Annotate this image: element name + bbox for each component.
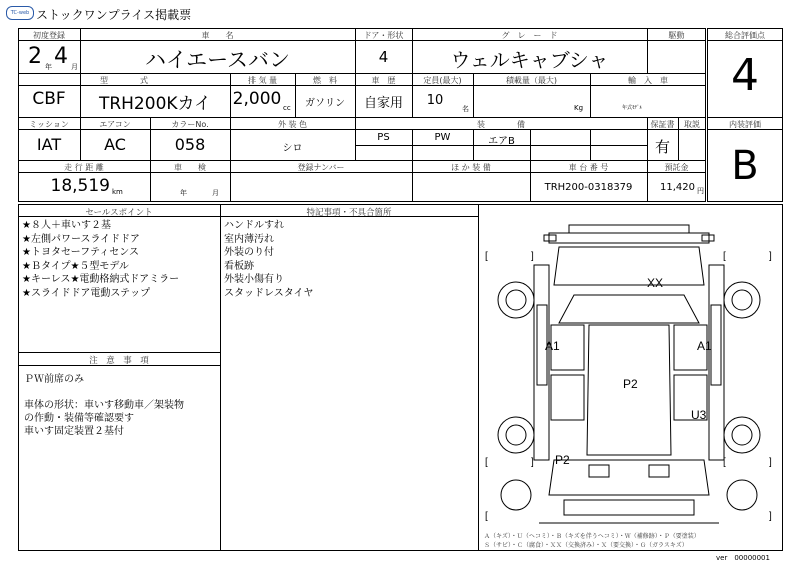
overall-score: 4: [731, 50, 759, 101]
yen-unit: 円: [697, 187, 704, 195]
mark-u3: U3: [691, 408, 707, 422]
ext-color: シロ: [282, 143, 303, 154]
damage-legend-1: Ａ（キズ）・Ｕ（ヘコミ）・Ｂ（キズを伴うヘコミ）・Ｗ（補修跡）・Ｐ（要塗装）: [484, 533, 700, 540]
deposit-label: 預託金: [664, 163, 689, 172]
page-title: ストックワンプライス掲載票: [36, 8, 192, 22]
car-name-label: 車 名: [201, 31, 234, 40]
load-unit: Kg: [574, 104, 584, 112]
overall-label: 総合評価点: [725, 31, 765, 40]
equipment-label: 装 備: [477, 120, 525, 129]
km-unit: km: [112, 188, 123, 196]
first-reg-label: 初度登録: [33, 31, 65, 40]
list-item: ＰＷ前席のみ: [24, 374, 84, 385]
fuel: ガソリン: [305, 98, 345, 109]
car-damage-diagram: [479, 205, 782, 550]
version: ver 00000001: [716, 554, 770, 562]
history-label: 車 歴: [371, 76, 396, 85]
capacity-label: 定員(最大): [423, 76, 462, 85]
equip-airbag: エアB: [488, 136, 515, 147]
warranty-label: 保証書: [650, 120, 675, 129]
list-item: 外装のり付: [224, 247, 274, 258]
doors: 4: [378, 48, 389, 66]
doors-label: ドア・形状: [363, 31, 404, 40]
displacement: 2,000: [232, 89, 282, 109]
fuel-label: 燃 料: [313, 76, 337, 85]
svg-text:[: [: [485, 251, 488, 262]
model-code: TRH200Kカイ: [98, 94, 212, 114]
year-unit: 年: [45, 63, 52, 71]
list-item: 看板跡: [224, 260, 254, 272]
ext-color-label: 外 装 色: [277, 120, 308, 129]
list-item: ★左側パワースライドドア: [22, 233, 140, 245]
list-item: ★トヨタセーフティセンス: [22, 247, 139, 258]
mission-label: ミッション: [29, 120, 69, 129]
list-item: ★キーレス★電動格納式ドアミラー: [22, 274, 180, 285]
grade: ウェルキャブシャ: [450, 48, 609, 72]
mark-a1-left: A1: [545, 339, 560, 353]
import-sub: 年式ﾓﾃﾞﾙ: [622, 105, 643, 111]
deposit: 11,420: [660, 182, 695, 193]
capacity: 10: [426, 93, 444, 108]
capacity-unit: 名: [462, 105, 469, 113]
history: 自家用: [363, 96, 403, 111]
aircon: AC: [104, 135, 126, 154]
grade-label: グ レ ー ド: [501, 31, 558, 40]
mark-p2-center: P2: [623, 377, 638, 391]
svg-text:]: ]: [531, 251, 534, 262]
svg-text:]: ]: [769, 251, 772, 262]
equip-ps: PS: [377, 132, 390, 143]
svg-text:[: [: [723, 251, 726, 262]
svg-text:]: ]: [769, 457, 772, 468]
import-label: 輸 入 車: [628, 76, 668, 85]
mark-p2-rear: P2: [555, 453, 570, 467]
car-name: ハイエースバン: [144, 48, 291, 72]
logo: TC-web: [6, 6, 34, 20]
mileage: 18,519: [50, 176, 110, 196]
cc-unit: cc: [283, 104, 291, 112]
inspection-month-unit: 月: [212, 189, 219, 197]
inspection-year-unit: 年: [180, 189, 187, 197]
list-item: ★Ｂタイプ★５型モデル: [22, 260, 129, 272]
svg-text:[: [: [485, 457, 488, 468]
cautions-list: [24, 373, 184, 438]
color-no-label: カラーNo.: [171, 120, 209, 129]
list-item: スタッドレスタイヤ: [224, 287, 314, 299]
svg-text:]: ]: [769, 511, 772, 522]
plate-label: 登録ナンバー: [297, 163, 345, 172]
load-label: 積載量（最大): [505, 76, 558, 85]
damage-legend-2: Ｓ（サビ）・Ｃ（腐食）・ＸＸ（交換済み）・Ｘ（要交換）・Ｇ（ガラスキズ）: [484, 542, 688, 549]
list-item: ハンドルすれ: [224, 220, 284, 231]
cautions-label: 注 意 事 項: [89, 356, 149, 366]
mission: IAT: [36, 135, 62, 154]
special-notes-label: 特記事項・不具合箇所: [306, 208, 392, 218]
list-item: 車いす固定装置２基付: [24, 426, 124, 437]
special-notes-list: [224, 219, 314, 300]
manual-label: 取説: [684, 120, 700, 129]
first-reg-month: 4: [54, 44, 68, 69]
list-item: [24, 386, 184, 399]
mark-a1-right: A1: [697, 339, 712, 353]
svg-text:]: ]: [531, 457, 534, 468]
list-item: 外装小傷有り: [224, 274, 284, 285]
other-equip-label: ほ か 装 備: [451, 163, 491, 172]
list-item: 車体の形状：車いす移動車／架装物: [24, 400, 184, 411]
list-item: ★スライドドア電動ステップ: [22, 287, 151, 299]
type-code: CBF: [32, 89, 66, 109]
list-item: の作動・装備等確認要す: [24, 413, 134, 424]
sales-points-label: セールスポイント: [85, 208, 153, 218]
color-no: 058: [174, 135, 206, 154]
mileage-label: 走 行 距 離: [64, 163, 104, 172]
warranty: 有: [654, 138, 670, 156]
first-reg-year: 2: [28, 44, 42, 69]
svg-text:[: [: [485, 511, 488, 522]
month-unit: 月: [71, 63, 78, 71]
interior-label: 内装評価: [729, 120, 761, 129]
list-item: 室内薄汚れ: [224, 233, 274, 245]
displacement-label: 排 気 量: [247, 76, 278, 85]
equip-pw: PW: [434, 132, 451, 143]
mark-xx: XX: [647, 276, 664, 290]
inspection-label: 車 検: [174, 163, 206, 172]
aircon-label: エアコン: [99, 120, 131, 129]
drive-label: 駆動: [668, 31, 685, 40]
chassis: TRH200-0318379: [544, 182, 633, 193]
list-item: ★８人＋車いす２基: [22, 220, 111, 231]
type-label: 型 式: [100, 76, 148, 85]
chassis-label: 車 台 番 号: [568, 163, 609, 172]
interior-score: B: [731, 143, 759, 189]
sales-points-list: [22, 219, 179, 300]
svg-text:[: [: [723, 457, 726, 468]
